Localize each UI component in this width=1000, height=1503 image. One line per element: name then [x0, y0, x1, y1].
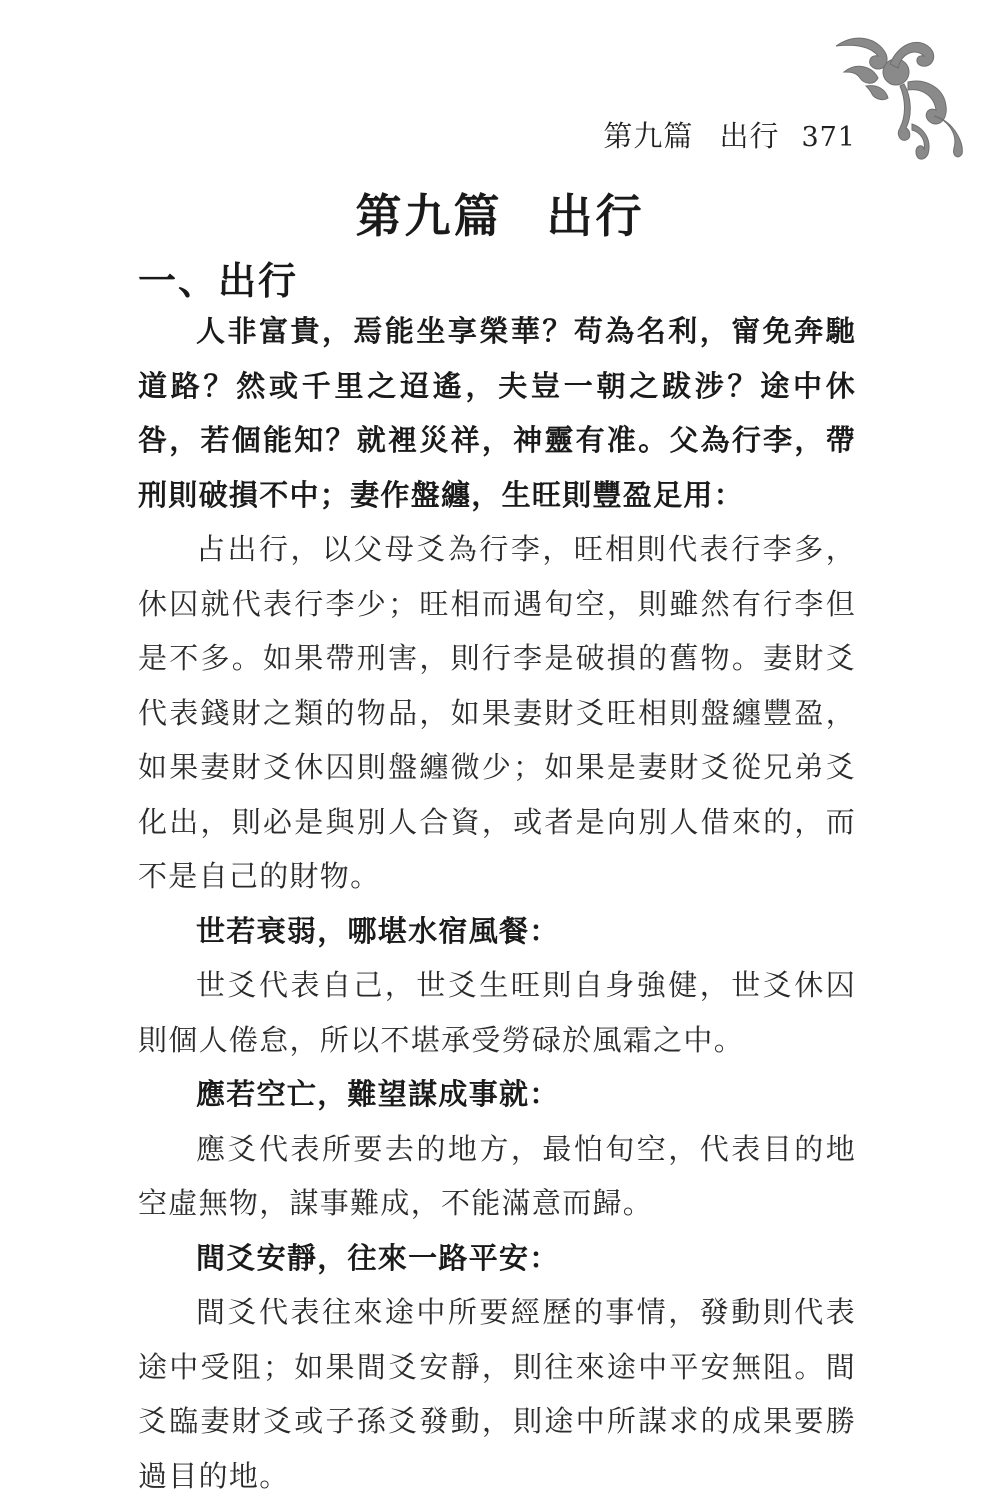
running-head-chapter: 第九篇	[603, 119, 694, 153]
commentary-paragraph: 間爻代表往來途中所要經歷的事情，發動則代表途中受阻；如果間爻安靜，則往來途中平安無阻。間爻臨妻財爻或子孫爻發動，則途中所謀求的成果要勝過目的地。	[138, 1295, 856, 1493]
verse-paragraph: 人非富貴，焉能坐享榮華？苟為名利，甯免奔馳道路？然或千里之迢遙，夫豈一朝之跋涉？途中休咎，若個能知？就裡災祥，神靈有准。父為行李，帶刑則破損不中；妻作盤纏，生旺則豐盈足用：	[138, 314, 856, 512]
page-number: 371	[801, 122, 856, 153]
running-head	[560, 114, 856, 155]
verse-paragraph: 應若空亡，難望謀成事就：	[196, 1077, 560, 1111]
verse-paragraph: 間爻安靜，往來一路平安：	[196, 1240, 560, 1275]
commentary-paragraph: 占出行，以父母爻為行李，旺相則代表行李多，休囚就代表行李少；旺相而遇旬空，則雖然有行李但是不多。如果帶刑害，則行李是破損的舊物。妻財爻代表錢財之類的物品，如果妻財爻旺相則盤纏豐盈，如果妻財爻休囚則盤纏微少；如果是妻財爻從兄弟爻化出，則必是與別人合資，或者是向別人借來的，而不是自己的財物。	[138, 532, 856, 893]
commentary-paragraph: 世爻代表自己，世爻生旺則自身強健，世爻休囚則個人倦怠，所以不堪承受勞碌於風霜之中。	[138, 968, 856, 1057]
chapter-title-name: 出行	[546, 189, 645, 243]
running-head-topic: 出行	[719, 119, 780, 153]
chapter-title	[0, 180, 1000, 246]
section-title: 一、出行	[138, 259, 299, 303]
verse-paragraph: 世若衰弱，哪堪水宿風餐：	[196, 913, 560, 948]
chapter-title-number: 第九篇	[355, 189, 503, 243]
commentary-paragraph: 應爻代表所要去的地方，最怕旬空，代表目的地空虛無物，謀事難成，不能滿意而歸。	[138, 1131, 856, 1220]
body-text	[138, 304, 856, 1503]
